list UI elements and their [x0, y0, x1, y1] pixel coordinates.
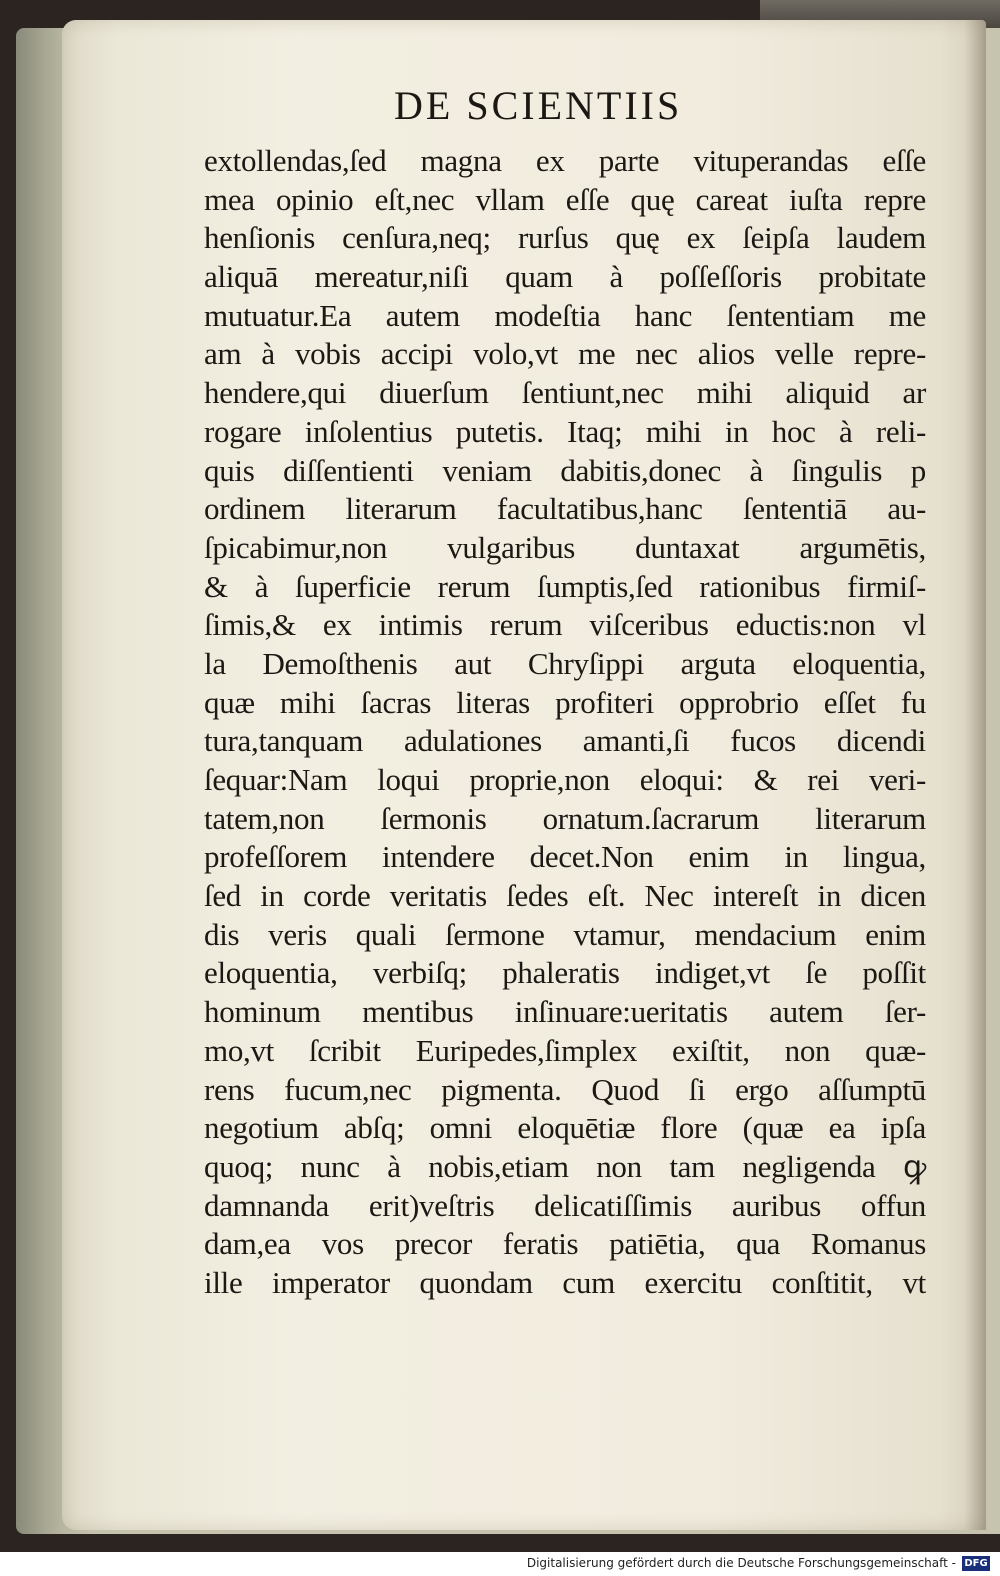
text-line: henſionis cenſura,neq; rurſus quę ex ſeipſa laudem [204, 220, 926, 256]
text-line: quis diſſentienti veniam dabitis,donec à ſingulis p [204, 452, 926, 488]
text-line: aliquā mereatur,niſi quam à poſſeſſoris probitate [204, 259, 926, 295]
text-line: quæ mihi ſacras literas profiteri opprobrio eſſet fu [204, 684, 926, 720]
text-line: eloquentia, verbiſq; phaleratis indiget,vt ſe poſſit [204, 955, 926, 991]
text-line: hendere,qui diuerſum ſentiunt,nec mihi aliquid ar [204, 375, 926, 411]
text-line: & à ſuperficie rerum ſumptis,ſed rationibus firmiſ- [204, 568, 926, 604]
text-line: damnanda erit)veſtris delicatiſſimis auribus offun [204, 1187, 926, 1223]
text-line: dis veris quali ſermone vtamur, mendacium enim [204, 916, 926, 952]
text-line: rogare inſolentius putetis. Itaq; mihi in hoc à reli- [204, 413, 926, 449]
dfg-logo: DFG [962, 1556, 990, 1571]
text-line: ordinem literarum facultatibus,hanc ſententiā au- [204, 491, 926, 527]
text-line: profeſſorem intendere decet.Non enim in lingua, [204, 839, 926, 875]
text-line: quoq; nunc à nobis,etiam non tam negligenda ꝙ [204, 1148, 926, 1184]
text-line: ſed in corde veritatis ſedes eſt. Nec intereſt in dicen [204, 878, 926, 914]
text-line: negotium abſq; omni eloquētiæ flore (quæ ea ipſa [204, 1110, 926, 1146]
text-line: la Demoſthenis aut Chryſippi arguta eloquentia, [204, 645, 926, 681]
text-line: hominum mentibus inſinuare:ueritatis autem ſer- [204, 994, 926, 1030]
text-line: dam,ea vos precor feratis patiētia, qua Romanus [204, 1226, 926, 1262]
text-line: tura,tanquam adulationes amanti,ſi fucos dicendi [204, 723, 926, 759]
text-line: mo,vt ſcribit Euripedes,ſimplex exiſtit, non quæ- [204, 1032, 926, 1068]
page-shadow [964, 20, 986, 1530]
footer-bar [0, 1552, 1000, 1576]
text-line: ſequar:Nam loqui proprie,non eloqui: & rei veri- [204, 762, 926, 797]
text-line: ſpicabimur,non vulgaribus duntaxat argumētis, [204, 529, 926, 565]
text-line: mea opinio eſt,nec vllam eſſe quę careat iuſta repre [204, 181, 926, 217]
text-line: extollendas,ſed magna ex parte vituperandas eſſe [204, 143, 926, 178]
text-line: am à vobis accipi volo,vt me nec alios velle repre- [204, 336, 926, 372]
funding-credit: Digitalisierung gefördert durch die Deutsche Forschungsgemeinschaft - [526, 1556, 956, 1570]
text-line: mutuatur.Ea autem modeſtia hanc ſententiam me [204, 297, 926, 333]
text-line: tatem,non ſermonis ornatum.ſacrarum literarum [204, 800, 926, 836]
running-head: DE SCIENTIIS [394, 83, 683, 128]
text-line: ille imperator quondam cum exercitu conſtitit, vt [204, 1264, 926, 1300]
text-line: rens fucum,nec pigmenta. Quod ſi ergo aſſumptū [204, 1071, 926, 1107]
body-text [204, 142, 926, 1303]
text-line: ſimis,& ex intimis rerum viſceribus eductis:non vl [204, 607, 926, 643]
